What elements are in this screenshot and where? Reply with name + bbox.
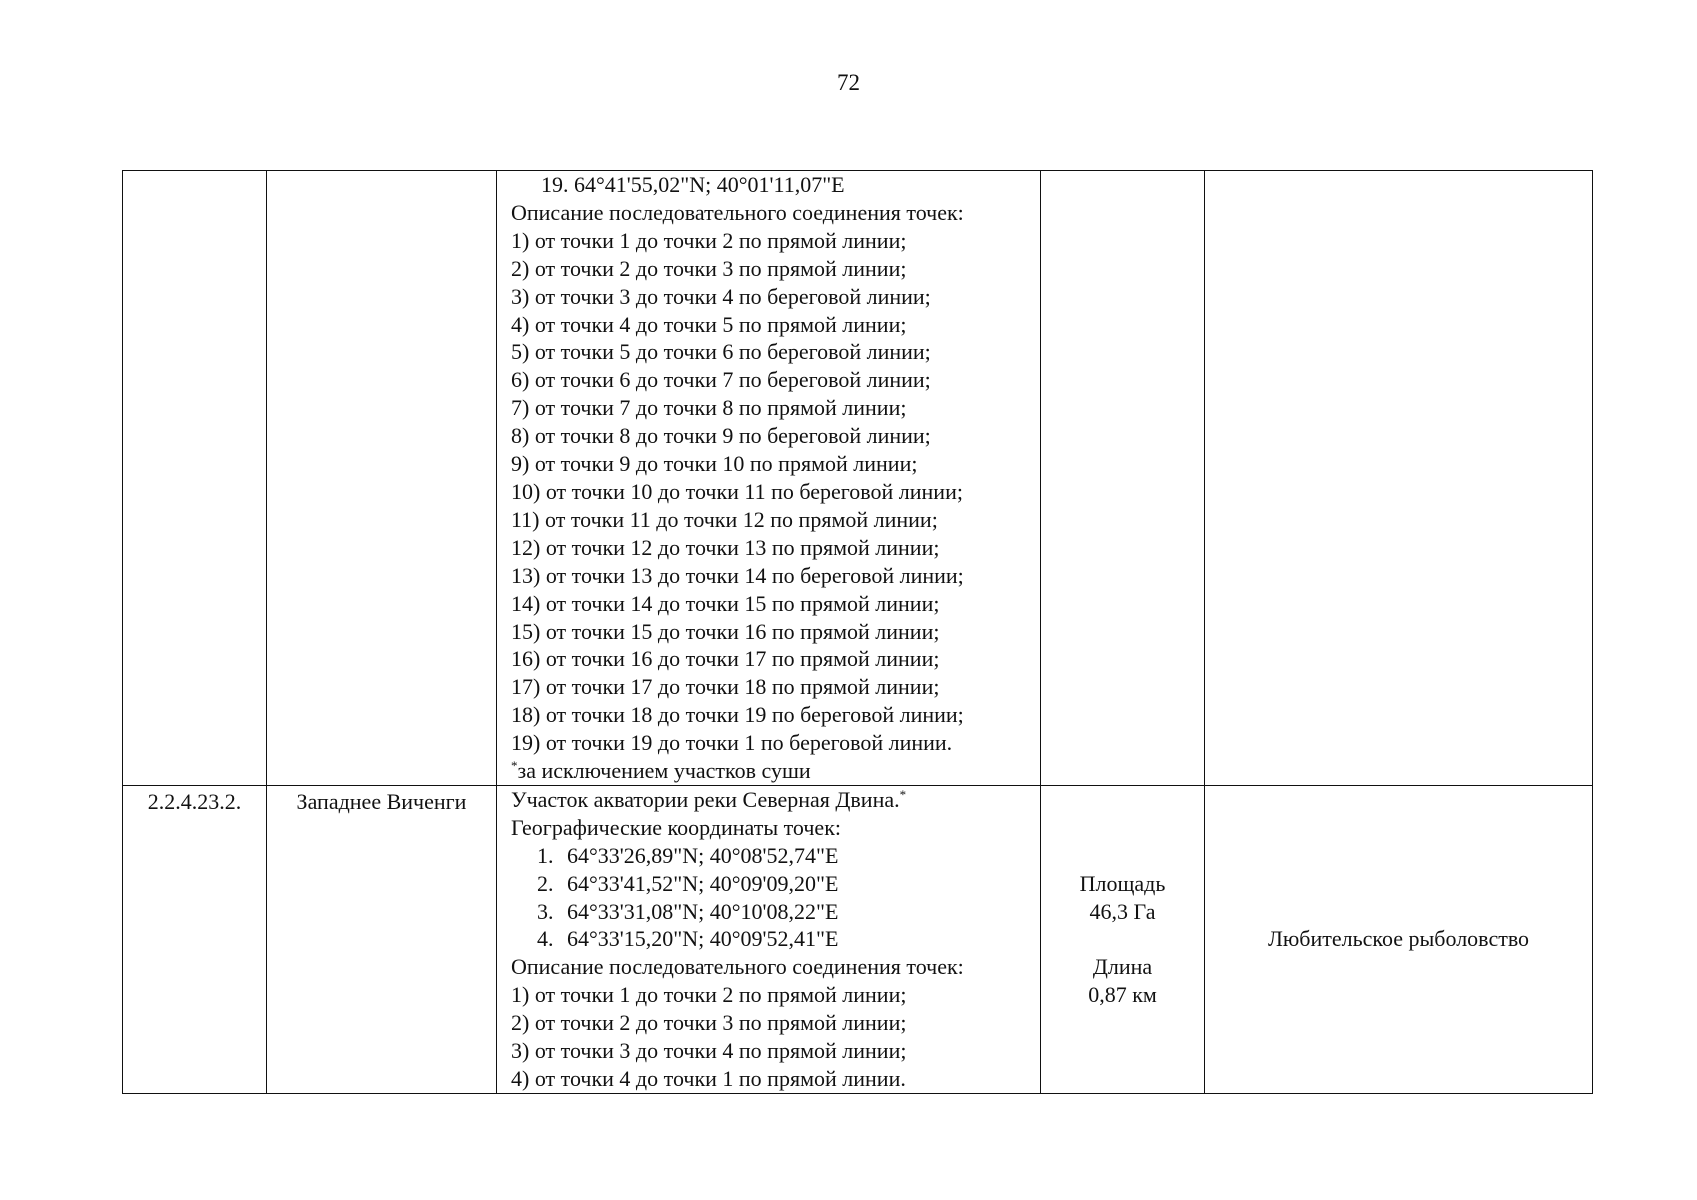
footnote-mark: * (511, 758, 518, 774)
area-size-cell (1041, 785, 1205, 1093)
connection-heading: Описание последовательного соединения точек: (511, 954, 964, 980)
connection-line: 1) от точки 1 до точки 2 по прямой линии; (511, 227, 907, 253)
connection-line: 17) от точки 17 до точки 18 по прямой линии; (511, 674, 940, 700)
page-number: 72 (837, 70, 860, 95)
coordinate-line (511, 925, 1040, 953)
connection-line: 12) от точки 12 до точки 13 по прямой линии; (511, 534, 940, 560)
connection-line: 1) от точки 1 до точки 2 по прямой линии; (511, 982, 907, 1008)
connection-line: 18) от точки 18 до точки 19 по береговой линии; (511, 702, 964, 728)
connection-line: 3) от точки 3 до точки 4 по прямой линии; (511, 1038, 907, 1064)
area-purpose-cell (1205, 171, 1593, 786)
coordinate-value: 64°33'26,89"N; 40°08'52,74"E (567, 842, 839, 868)
coordinate-value: 64°33'15,20"N; 40°09'52,41"E (567, 926, 839, 952)
length-label: Длина (1092, 954, 1153, 980)
area-description-cell (497, 171, 1041, 786)
area-description-cell (497, 785, 1041, 1093)
coordinate-line (511, 898, 1040, 926)
connection-line: 8) от точки 8 до точки 9 по береговой линии; (511, 423, 931, 449)
connection-list (511, 981, 1040, 1093)
connection-line: 7) от точки 7 до точки 8 по прямой линии; (511, 395, 907, 421)
coordinate-list (511, 842, 1040, 954)
connection-line: 2) от точки 2 до точки 3 по прямой линии; (511, 255, 907, 281)
connection-line: 4) от точки 4 до точки 5 по прямой линии; (511, 311, 907, 337)
fishing-areas-table (122, 170, 1593, 1094)
footnote-mark: * (899, 786, 907, 802)
coordinate-value: 64°33'31,08"N; 40°10'08,22"E (567, 898, 839, 924)
length-value: 0,87 км (1088, 982, 1157, 1008)
spacer (1041, 925, 1204, 953)
area-name-cell: Западнее Виченги (267, 785, 497, 1093)
connection-heading: Описание последовательного соединения точек: (511, 199, 964, 225)
connection-list (511, 227, 1040, 757)
connection-line: 5) от точки 5 до точки 6 по береговой линии; (511, 339, 931, 365)
connection-line: 6) от точки 6 до точки 7 по береговой линии; (511, 367, 931, 393)
coordinate-line (511, 842, 1040, 870)
area-code-cell (123, 171, 267, 786)
connection-line: 11) от точки 11 до точки 12 по прямой линии; (511, 506, 938, 532)
connection-line: 14) от точки 14 до точки 15 по прямой линии; (511, 590, 940, 616)
area-purpose-cell: Любительское рыболовство (1205, 785, 1593, 1093)
connection-line: 19) от точки 19 до точки 1 по береговой линии. (511, 730, 953, 756)
area-title-text: Участок акватории реки Северная Двина. (511, 786, 900, 812)
connection-line: 10) от точки 10 до точки 11 по береговой линии; (511, 478, 963, 504)
footnote-text: за исключением участков суши (517, 758, 811, 784)
area-name-cell (267, 171, 497, 786)
area-size-cell (1041, 171, 1205, 786)
connection-line: 4) от точки 4 до точки 1 по прямой линии. (511, 1066, 906, 1091)
connection-line: 13) от точки 13 до точки 14 по береговой линии; (511, 562, 964, 588)
coordinate-number: 1. (537, 842, 554, 868)
coordinate-number: 3. (537, 898, 554, 924)
connection-line: 3) от точки 3 до точки 4 по береговой линии; (511, 283, 931, 309)
area-value: 46,3 Га (1089, 898, 1156, 924)
area-label: Площадь (1079, 870, 1166, 896)
footnote (511, 757, 1040, 785)
area-title (511, 786, 1040, 814)
connection-line: 9) от точки 9 до точки 10 по прямой линии; (511, 451, 918, 477)
coordinate-number: 4. (537, 926, 554, 952)
connection-line: 16) от точки 16 до точки 17 по прямой линии; (511, 646, 940, 672)
coordinate-line: 19. 64°41'55,02"N; 40°01'11,07"E (541, 172, 845, 197)
table-row (123, 785, 1593, 1093)
connection-line: 2) от точки 2 до точки 3 по прямой линии; (511, 1010, 907, 1036)
table-row (123, 171, 1593, 786)
coordinate-value: 64°33'41,52"N; 40°09'09,20"E (567, 870, 839, 896)
area-code-cell: 2.2.4.23.2. (123, 785, 267, 1093)
coordinates-heading: Географические координаты точек: (511, 814, 841, 840)
coordinate-line (511, 870, 1040, 898)
coordinate-number: 2. (537, 870, 554, 896)
connection-line: 15) от точки 15 до точки 16 по прямой линии; (511, 618, 940, 644)
